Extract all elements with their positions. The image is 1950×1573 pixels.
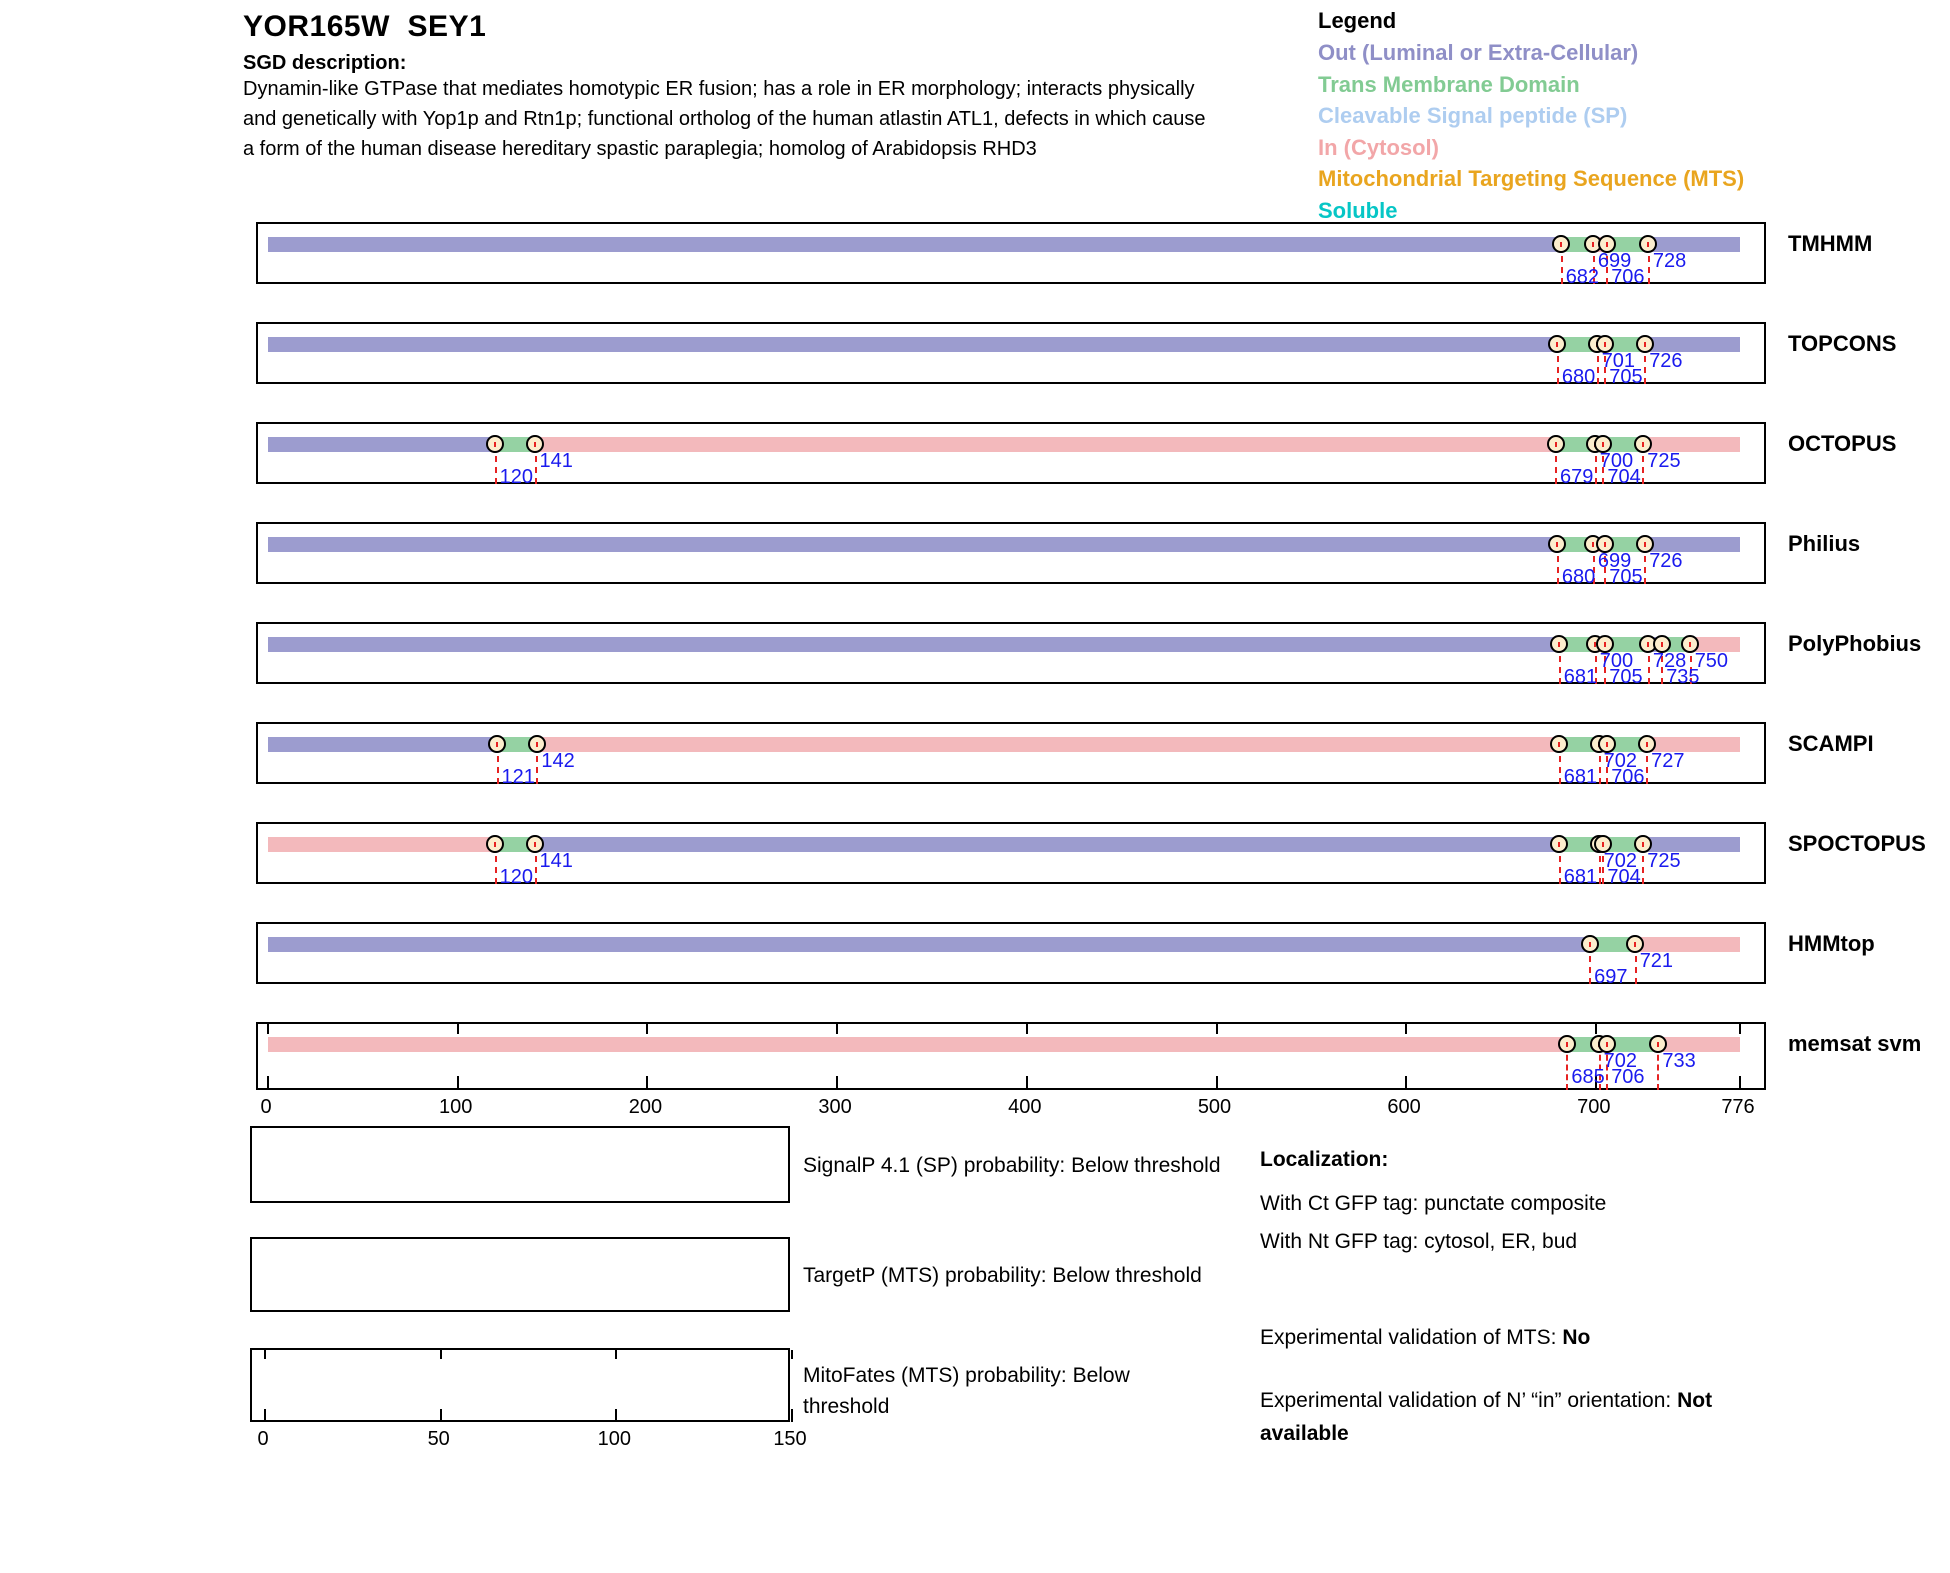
boundary-label: 726 (1649, 550, 1683, 572)
boundary-label: 702 (1603, 1050, 1637, 1072)
boundary-marker-dash (536, 742, 538, 747)
boundary-marker-dash (1560, 242, 1562, 247)
legend (1318, 40, 1744, 229)
boundary-label: 702 (1603, 850, 1637, 872)
track-label-scampi: SCAMPI (1788, 731, 1874, 756)
boundary-label: 700 (1599, 650, 1634, 672)
track-label-octopus: OCTOPUS (1788, 431, 1897, 456)
boundary-label: 121 (501, 766, 535, 788)
segment-in (536, 437, 1557, 452)
boundary-marker-dash (1646, 742, 1648, 747)
boundary-label: 705 (1609, 566, 1643, 588)
boundary-marker-dash (1604, 542, 1606, 547)
topology-bar (268, 937, 1740, 952)
boundary-label: 705 (1609, 366, 1643, 388)
axis-tick-bottom (1739, 1076, 1741, 1090)
boundary-marker-dash (1634, 942, 1636, 947)
legend-item-soluble: Soluble (1318, 197, 1398, 223)
boundary-label: 680 (1561, 366, 1596, 388)
segment-in (268, 1037, 1567, 1052)
boundary-label: 706 (1611, 1066, 1645, 1088)
boundary-marker-dash (1689, 642, 1691, 647)
localization-heading: Localization: (1260, 1148, 1389, 1171)
boundary-label: 702 (1603, 750, 1637, 772)
sgd-description-line: a form of the human disease hereditary spastic paraplegia; homolog of Arabidopsis RHD3 (243, 138, 1037, 160)
boundary-marker-dash (1647, 642, 1649, 647)
boundary-marker-dash (1558, 742, 1560, 747)
track-row-polyphobius (256, 622, 1766, 688)
boundary-marker (1581, 935, 1599, 953)
segment-out (268, 637, 1560, 652)
boundary-label: 141 (539, 850, 573, 872)
boundary-label: 120 (499, 466, 533, 488)
boundary-marker-dash (494, 442, 496, 447)
axis-tick-bottom (836, 1076, 838, 1090)
track-row-hmmtop (256, 922, 1766, 988)
boundary-label: 681 (1563, 866, 1598, 888)
boundary-label: 733 (1662, 1050, 1696, 1072)
segment-in (268, 837, 496, 852)
boundary-marker-dash (1604, 342, 1606, 347)
boundary-marker-dash (1642, 842, 1644, 847)
legend-item-mitochondrial-targeting-sequence-mts-: Mitochondrial Targeting Sequence (MTS) (1318, 166, 1745, 191)
topology-bar (268, 637, 1740, 652)
mitofates-plot-box (250, 1348, 790, 1422)
boundary-marker-dash (1642, 442, 1644, 447)
targetp-plot-label: TargetP (MTS) probability: Below threshold (803, 1264, 1202, 1287)
axis-tick-top (646, 1024, 648, 1034)
sequence-axis-label: 0 (260, 1096, 272, 1118)
sequence-axis-label: 600 (1387, 1096, 1421, 1118)
mitofates-tick-top (440, 1350, 442, 1359)
segment-out (268, 937, 1590, 952)
track-row-scampi (256, 722, 1766, 788)
axis-tick-bottom (457, 1076, 459, 1090)
track-label-spoctopus: SPOCTOPUS (1788, 831, 1926, 856)
boundary-label: 706 (1611, 266, 1645, 288)
boundary-marker (488, 735, 506, 753)
axis-tick-bottom (1405, 1076, 1407, 1090)
mitofates-plot-label: MitoFates (MTS) probability: Below threshold (803, 1364, 1130, 1418)
axis-tick-top (836, 1024, 838, 1034)
boundary-marker (1547, 435, 1565, 453)
segment-out (268, 737, 498, 752)
track-row-octopus (256, 422, 1766, 488)
legend-item-trans-membrane-domain: Trans Membrane Domain (1318, 71, 1580, 97)
segment-out (536, 837, 1560, 852)
mts-validation-line (1260, 1322, 1590, 1353)
boundary-marker-dash (494, 842, 496, 847)
mitofates-axis-label: 100 (597, 1428, 631, 1450)
sequence-axis-label: 200 (628, 1096, 663, 1118)
boundary-label: 681 (1563, 666, 1598, 688)
boundary-marker-dash (1589, 942, 1591, 947)
sgd-description-text (243, 74, 1206, 164)
boundary-marker (1558, 1035, 1576, 1053)
mts-validation-value: No (1562, 1326, 1591, 1349)
targetp-plot-box (250, 1237, 790, 1312)
track-row-topcons (256, 322, 1766, 388)
sequence-axis-label: 300 (818, 1096, 852, 1118)
boundary-label: 721 (1639, 950, 1674, 972)
boundary-label: 704 (1607, 466, 1641, 488)
signalp-plot-box (250, 1126, 790, 1203)
boundary-label: 141 (539, 450, 573, 472)
track-row-spoctopus (256, 822, 1766, 888)
localization-nt-line: With Nt GFP tag: cytosol, ER, bud (1260, 1230, 1578, 1253)
axis-tick-top (267, 1024, 269, 1034)
boundary-marker-dash (1606, 242, 1608, 247)
boundary-label: 679 (1560, 466, 1594, 488)
axis-tick-top (457, 1024, 459, 1034)
sequence-axis-label: 400 (1008, 1096, 1042, 1118)
segment-in (537, 737, 1559, 752)
axis-tick-top (1216, 1024, 1218, 1034)
track-label-polyphobius: PolyPhobius (1788, 631, 1922, 656)
axis-tick-top (1595, 1024, 1597, 1034)
boundary-label: 680 (1561, 566, 1596, 588)
boundary-marker (486, 835, 504, 853)
boundary-label: 697 (1594, 966, 1628, 988)
legend-item-in-cytosol-: In (Cytosol) (1318, 134, 1439, 160)
boundary-label: 728 (1652, 650, 1687, 672)
mitofates-tick-top (264, 1350, 266, 1359)
boundary-marker-dash (496, 742, 498, 747)
signalp-plot-label: SignalP 4.1 (SP) probability: Below threshold (803, 1154, 1221, 1177)
boundary-label: 682 (1565, 266, 1600, 288)
boundary-marker-dash (534, 842, 536, 847)
sequence-axis-label: 700 (1577, 1096, 1611, 1118)
segment-out (268, 337, 1558, 352)
boundary-label: 735 (1666, 666, 1700, 688)
axis-tick-bottom (1026, 1076, 1028, 1090)
axis-tick-bottom (1216, 1076, 1218, 1090)
boundary-marker (486, 435, 504, 453)
boundary-marker-dash (1647, 242, 1649, 247)
boundary-label: 725 (1647, 450, 1681, 472)
mitofates-tick-bottom (264, 1409, 266, 1422)
boundary-label: 704 (1607, 866, 1641, 888)
boundary-marker-dash (1606, 1042, 1608, 1047)
track-row-philius (256, 522, 1766, 588)
boundary-label: 699 (1597, 550, 1632, 572)
track-label-topcons: TOPCONS (1788, 331, 1897, 356)
boundary-marker-dash (1592, 242, 1594, 247)
track-label-hmmtop: HMMtop (1788, 931, 1875, 956)
boundary-label: 699 (1597, 250, 1632, 272)
axis-tick-bottom (267, 1076, 269, 1090)
mitofates-axis-label: 0 (257, 1428, 269, 1450)
boundary-label: 727 (1651, 750, 1685, 772)
boundary-marker-dash (1558, 842, 1560, 847)
mitofates-axis-label: 150 (773, 1428, 807, 1450)
boundary-label: 728 (1652, 250, 1687, 272)
boundary-marker-dash (1556, 542, 1558, 547)
mitofates-tick-top (791, 1350, 793, 1359)
topology-bar (268, 237, 1740, 252)
segment-out (268, 237, 1562, 252)
sgd-description-label: SGD description: (243, 52, 407, 74)
legend-item-cleavable-signal-peptide-sp-: Cleavable Signal peptide (SP) (1318, 103, 1628, 128)
axis-tick-top (1405, 1024, 1407, 1034)
topology-bar (268, 337, 1740, 352)
boundary-label: 120 (499, 866, 533, 888)
boundary-marker-dash (1558, 642, 1560, 647)
track-label-philius: Philius (1788, 531, 1861, 556)
topology-bar (268, 537, 1740, 552)
page-title: YOR165W SEY1 (243, 10, 487, 43)
sequence-axis-label: 500 (1197, 1096, 1232, 1118)
orientation-validation-value: Not available (1260, 1389, 1713, 1445)
mitofates-tick-top (615, 1350, 617, 1359)
sgd-description-line: Dynamin-like GTPase that mediates homotypic ER fusion; has a role in ER morphology; interacts physically (243, 78, 1195, 100)
boundary-marker-dash (1657, 1042, 1659, 1047)
sgd-description-line: and genetically with Yop1p and Rtn1p; functional ortholog of the human atlastin ATL1, defects in which cause (243, 108, 1206, 130)
boundary-marker-dash (1566, 1042, 1568, 1047)
track-label-tmhmm: TMHMM (1788, 231, 1873, 256)
boundary-marker-dash (1644, 342, 1646, 347)
boundary-label: 750 (1694, 650, 1729, 672)
boundary-marker-dash (1661, 642, 1663, 647)
boundary-marker-dash (1644, 542, 1646, 547)
orientation-validation-line (1260, 1384, 1765, 1450)
mitofates-tick-bottom (615, 1409, 617, 1422)
boundary-label: 706 (1611, 766, 1645, 788)
track-label-memsat-svm: memsat svm (1788, 1031, 1922, 1056)
legend-heading: Legend (1318, 8, 1397, 33)
boundary-label: 705 (1609, 666, 1643, 688)
legend-item-out-luminal-or-extra-cellular-: Out (Luminal or Extra-Cellular) (1318, 40, 1639, 65)
boundary-label: 725 (1647, 850, 1681, 872)
topology-bar (268, 1037, 1740, 1052)
sequence-axis-label: 100 (439, 1096, 473, 1118)
orientation-validation-label: Experimental validation of N’ “in” orientation: (1260, 1389, 1672, 1412)
segment-out (268, 537, 1558, 552)
boundary-label: 726 (1649, 350, 1683, 372)
mitofates-tick-bottom (440, 1409, 442, 1422)
axis-tick-top (1739, 1024, 1741, 1034)
axis-tick-bottom (646, 1076, 648, 1090)
mts-validation-label: Experimental validation of MTS: (1260, 1326, 1557, 1349)
boundary-marker-dash (534, 442, 536, 447)
boundary-marker-dash (1592, 542, 1594, 547)
axis-tick-top (1026, 1024, 1028, 1034)
boundary-label: 700 (1599, 450, 1634, 472)
boundary-marker-dash (1604, 642, 1606, 647)
track-row-memsat-svm (256, 1022, 1766, 1090)
boundary-marker-dash (1555, 442, 1557, 447)
localization-ct-line: With Ct GFP tag: punctate composite (1260, 1192, 1607, 1215)
track-row-tmhmm (256, 222, 1766, 288)
boundary-marker-dash (1556, 342, 1558, 347)
sequence-axis-label: 776 (1721, 1096, 1755, 1118)
segment-out (268, 437, 496, 452)
boundary-label: 681 (1563, 766, 1598, 788)
boundary-label: 701 (1601, 350, 1636, 372)
boundary-label: 142 (541, 750, 575, 772)
mitofates-tick-bottom (791, 1409, 793, 1422)
mitofates-axis-label: 50 (427, 1428, 450, 1450)
boundary-marker-dash (1602, 842, 1604, 847)
boundary-marker-dash (1606, 742, 1608, 747)
boundary-label: 685 (1571, 1066, 1605, 1088)
boundary-marker-dash (1602, 442, 1604, 447)
